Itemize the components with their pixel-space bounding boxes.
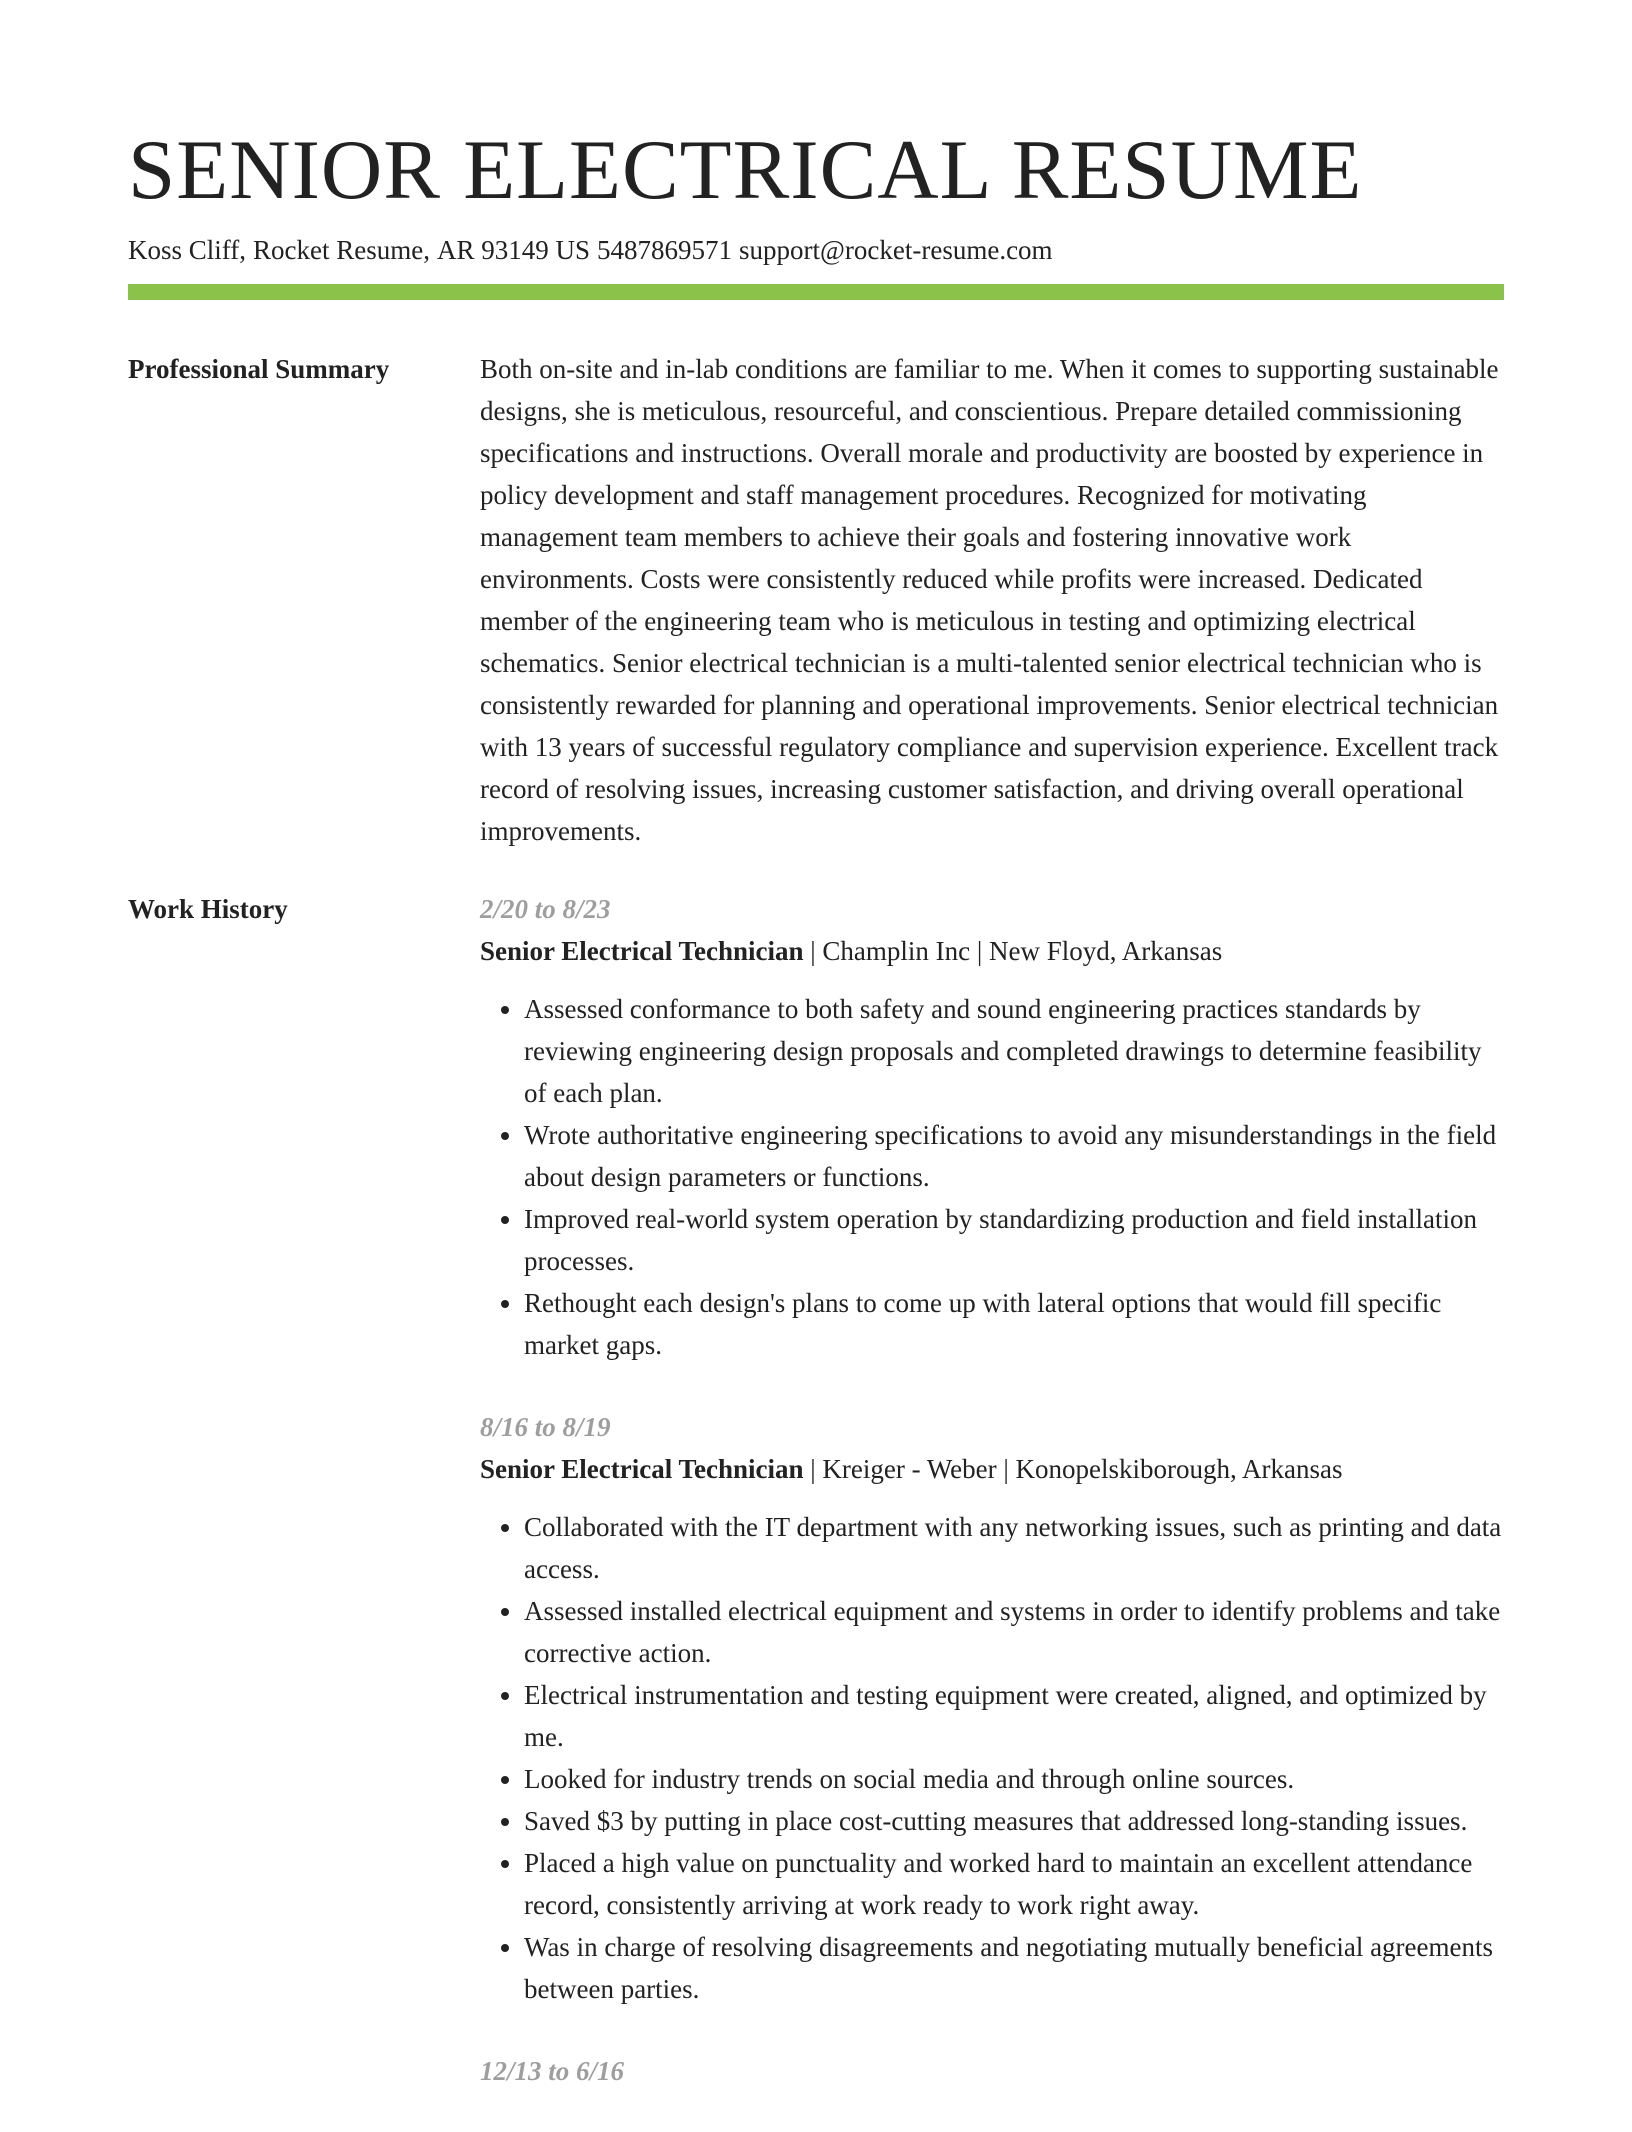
- job-title: Senior Electrical Technician: [480, 936, 804, 966]
- job-dates: 8/16 to 8/19: [480, 1412, 611, 1442]
- contact-phone: 5487869571: [597, 235, 733, 265]
- job-bullet: • Assessed conformance to both safety and sound engineering practices standards by reviewing engineering design proposals and completed drawings to determine feasibility of each plan.: [524, 988, 1504, 1114]
- job-bullet: • Improved real-world system operation by standardizing production and field installation processes.: [524, 1198, 1504, 1282]
- job-heading: [480, 930, 1504, 972]
- contact-location: AR 93149 US: [437, 235, 591, 265]
- summary-text: Both on-site and in-lab conditions are familiar to me. When it comes to supporting sustainable designs, she is meticulous, resourceful, and conscientious. Prepare detailed commissioning specifications and instructions. Overall morale and productivity are boosted by experience in policy development and staff management procedures. Recognized for motivating management team members to achieve their goals and fostering innovative work environments. Costs were consistently reduced while profits were increased. Dedicated member of the engineering team who is meticulous in testing and optimizing electrical schematics. Senior electrical technician is a multi-talented senior electrical technician who is consistently rewarded for planning and operational improvements. Senior electrical technician with 13 years of successful regulatory compliance and supervision experience. Excellent track record of resolving issues, increasing customer satisfaction, and driving overall operational improvements.: [480, 354, 1499, 846]
- job-bullet: • Collaborated with the IT department with any networking issues, such as printing and data access.: [524, 1506, 1504, 1590]
- job-bullet-list: [480, 1506, 1504, 2010]
- job-entry: [480, 1406, 1504, 2010]
- job-entry: [480, 2050, 1504, 2092]
- job-title: Senior Electrical Technician: [480, 1454, 804, 1484]
- job-list: [480, 888, 1504, 2132]
- job-bullet: • Assessed installed electrical equipment and systems in order to identify problems and take corrective action.: [524, 1590, 1504, 1674]
- summary-label: Professional Summary: [128, 354, 390, 384]
- contact-company: Rocket Resume,: [253, 235, 430, 265]
- job-dates: 2/20 to 8/23: [480, 894, 611, 924]
- contact-email: support@rocket-resume.com: [739, 235, 1053, 265]
- contact-line: [128, 232, 1504, 268]
- contact-name: Koss Cliff,: [128, 235, 247, 265]
- job-bullet: • Electrical instrumentation and testing equipment were created, aligned, and optimized by me.: [524, 1674, 1504, 1758]
- job-bullet: • Wrote authoritative engineering specifications to avoid any misunderstandings in the field about design parameters or functions.: [524, 1114, 1504, 1198]
- work-history-section: [128, 888, 1504, 2132]
- summary-section: [128, 348, 1504, 852]
- job-dates: 12/13 to 6/16: [480, 2056, 625, 2086]
- job-bullet: • Saved $3 by putting in place cost-cutting measures that addressed long-standing issues.: [524, 1800, 1504, 1842]
- work-history-label: Work History: [128, 894, 288, 924]
- job-details: | Kreiger - Weber | Konopelskiborough, Arkansas: [803, 1454, 1343, 1484]
- job-entry: [480, 888, 1504, 1366]
- job-heading: [480, 1448, 1504, 1490]
- header-divider: [128, 284, 1504, 300]
- job-bullet: • Was in charge of resolving disagreements and negotiating mutually beneficial agreements between parties.: [524, 1926, 1504, 2010]
- job-bullet: • Rethought each design's plans to come up with lateral options that would fill specific market gaps.: [524, 1282, 1504, 1366]
- resume-title: SENIOR ELECTRICAL RESUME: [128, 123, 1363, 217]
- job-bullet-list: [480, 988, 1504, 1366]
- job-details: | Champlin Inc | New Floyd, Arkansas: [803, 936, 1223, 966]
- job-bullet: • Looked for industry trends on social media and through online sources.: [524, 1758, 1504, 1800]
- job-bullet: • Placed a high value on punctuality and worked hard to maintain an excellent attendance record, consistently arriving at work ready to work right away.: [524, 1842, 1504, 1926]
- resume-page: [128, 120, 1504, 2132]
